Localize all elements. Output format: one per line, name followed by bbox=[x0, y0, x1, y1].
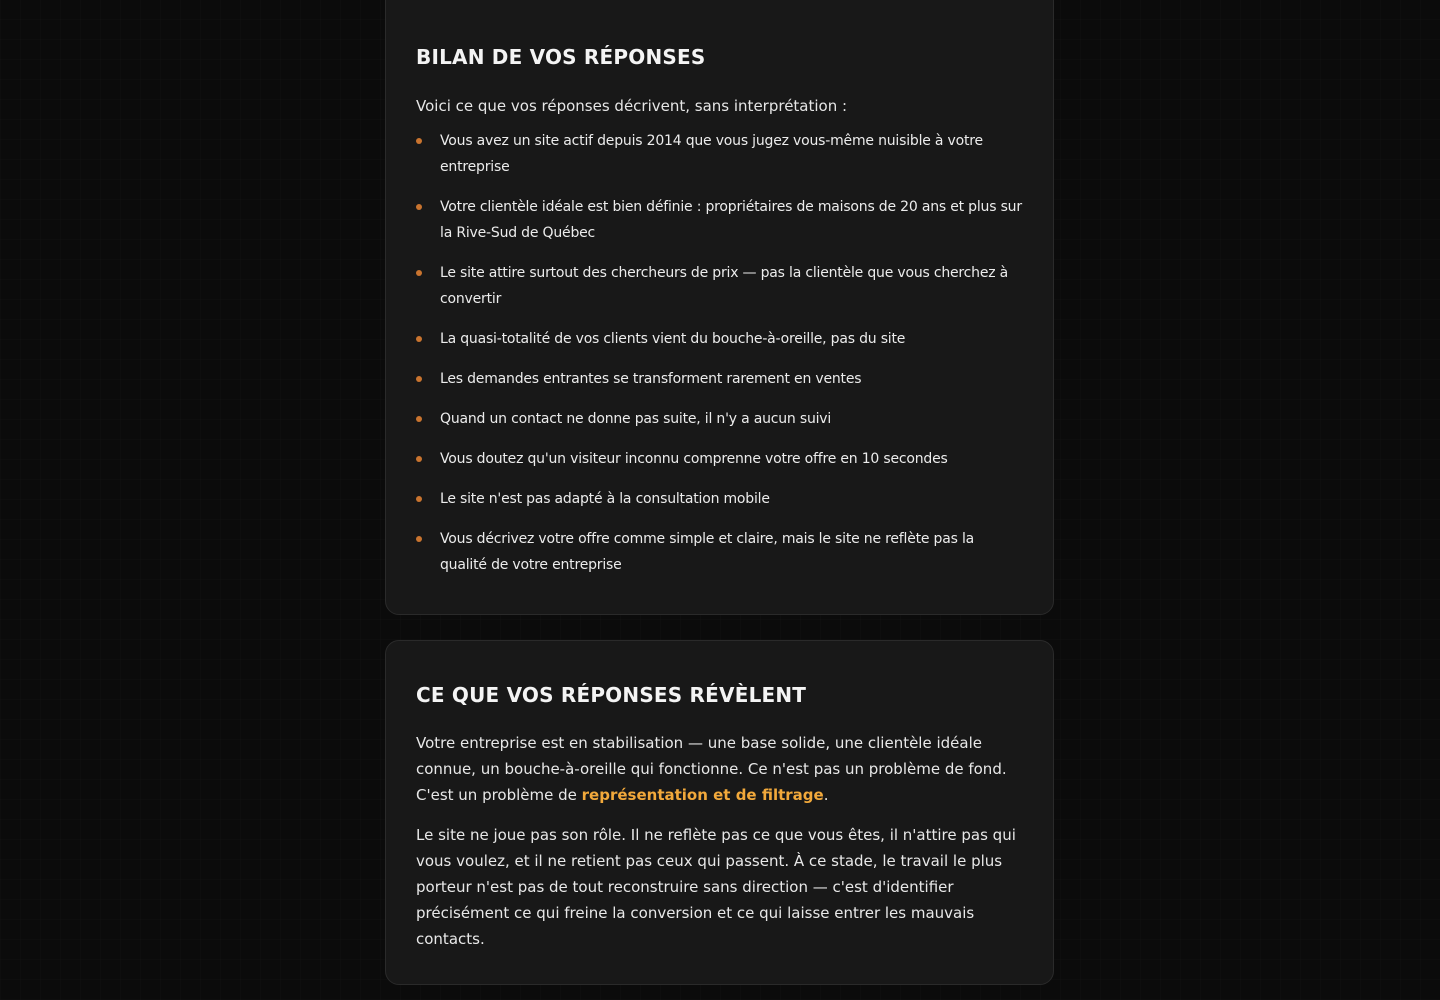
list-item-text: Quand un contact ne donne pas suite, il n'y a aucun suivi bbox=[440, 411, 832, 427]
reveal-paragraph-1 bbox=[416, 730, 1023, 808]
reveal-paragraph-1-end: . bbox=[823, 786, 829, 804]
list-item bbox=[416, 128, 1023, 180]
reveal-paragraph-1-start: Votre entreprise est en stabilisation — une base solide, une clientèle idéale connue, un bouche-à-oreille qui fonctionne. Ce n'est pas un problème de fond. C'est un problème de bbox=[416, 734, 1007, 804]
summary-title: BILAN DE VOS RÉPONSES bbox=[416, 45, 706, 69]
bullet-dot-icon bbox=[416, 496, 422, 502]
list-item bbox=[416, 326, 1023, 352]
list-item bbox=[416, 526, 1023, 578]
list-item-text: Vous avez un site actif depuis 2014 que vous jugez vous-même nuisible à votre entreprise bbox=[440, 133, 983, 175]
reveal-title: CE QUE VOS RÉPONSES RÉVÈLENT bbox=[416, 683, 807, 707]
summary-intro: Voici ce que vos réponses décrivent, sans interprétation : bbox=[416, 97, 848, 115]
list-item-text: Le site attire surtout des chercheurs de prix — pas la clientèle que vous cherchez à convertir bbox=[440, 265, 1009, 307]
list-item-text: Le site n'est pas adapté à la consultation mobile bbox=[440, 491, 770, 507]
reveal-highlight: représentation et de filtrage bbox=[581, 786, 824, 804]
list-item-text: Vous décrivez votre offre comme simple et claire, mais le site ne reflète pas la qualité de votre entreprise bbox=[440, 531, 975, 573]
list-item-text: Votre clientèle idéale est bien définie : propriétaires de maisons de 20 ans et plus sur la Rive-Sud de Québec bbox=[440, 199, 1022, 241]
bullet-dot-icon bbox=[416, 336, 422, 342]
bullet-dot-icon bbox=[416, 416, 422, 422]
list-item-text: Les demandes entrantes se transforment rarement en ventes bbox=[440, 371, 862, 387]
list-item bbox=[416, 446, 1023, 472]
list-item-text: Vous doutez qu'un visiteur inconnu comprenne votre offre en 10 secondes bbox=[440, 451, 948, 467]
list-item bbox=[416, 260, 1023, 312]
list-item bbox=[416, 366, 1023, 392]
bullet-dot-icon bbox=[416, 138, 422, 144]
bullet-dot-icon bbox=[416, 456, 422, 462]
list-item bbox=[416, 486, 1023, 512]
list-item-text: La quasi-totalité de vos clients vient du bouche-à-oreille, pas du site bbox=[440, 331, 906, 347]
bullet-dot-icon bbox=[416, 204, 422, 210]
summary-list bbox=[416, 128, 1023, 578]
reveal-paragraph-2: Le site ne joue pas son rôle. Il ne reflète pas ce que vous êtes, il n'attire pas qui vous voulez, et il ne retient pas ceux qui passent. À ce stade, le travail le plus porteur n'est pas de tout reconstruire sans direction — c'est d'identifier précisément ce qui freine la conversion et ce qui laisse entrer les mauvais contacts. bbox=[416, 826, 1016, 948]
summary-card bbox=[385, 0, 1054, 615]
list-item bbox=[416, 194, 1023, 246]
bullet-dot-icon bbox=[416, 270, 422, 276]
list-item bbox=[416, 406, 1023, 432]
bullet-dot-icon bbox=[416, 376, 422, 382]
bullet-dot-icon bbox=[416, 536, 422, 542]
reveal-card bbox=[385, 640, 1054, 985]
